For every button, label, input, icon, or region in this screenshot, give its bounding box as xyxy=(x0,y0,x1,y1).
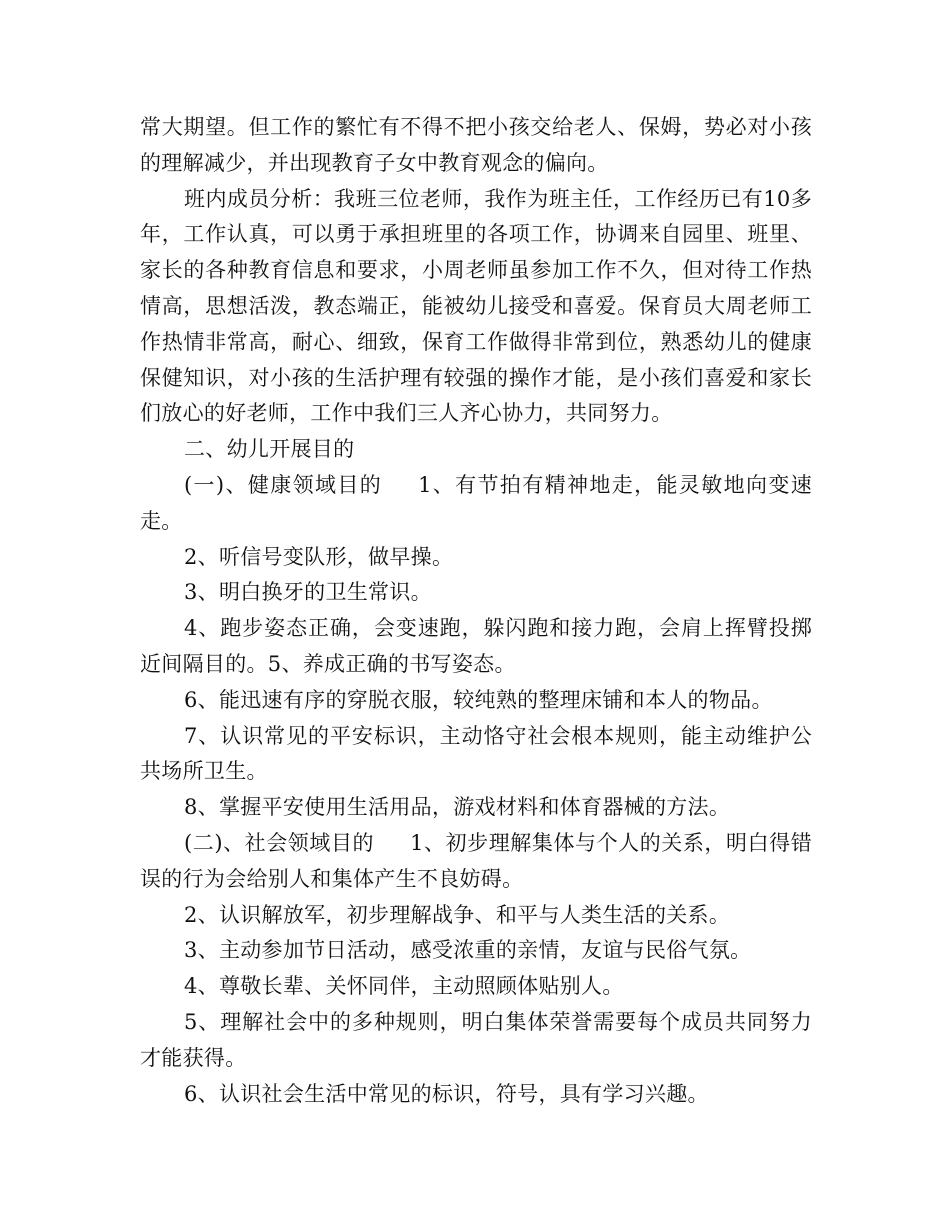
document-body xyxy=(140,110,812,1112)
health-goal-6: 6、能迅速有序的穿脱衣服，较纯熟的整理床铺和本人的物品。 xyxy=(184,687,773,712)
subsection-heading-health: (一)、健康领域目的 xyxy=(184,472,383,497)
health-goal-7: 7、认识常见的平安标识，主动恪守社会根本规则，能主动维护公共场所卫生。 xyxy=(140,723,812,784)
social-goal-1: 1、初步理解集体与个人的关系，明白得错误的行为会给别人和集体产生不良妨碍。 xyxy=(140,830,813,891)
paragraph-social-goals xyxy=(140,826,812,898)
health-goal-4-5: 4、跑步姿态正确，会变速跑，躲闪跑和接力跑，会肩上挥臂投掷近间隔目的。5、养成正确的书写姿态。 xyxy=(140,616,812,676)
health-goal-8: 8、掌握平安使用生活用品，游戏材料和体育器械的方法。 xyxy=(184,795,731,820)
paragraph-health-goals xyxy=(140,468,812,540)
social-goal-3: 3、主动参加节日活动，感受浓重的亲情，友谊与民俗气氛。 xyxy=(184,938,752,963)
health-goal-3: 3、明白换牙的卫生常识。 xyxy=(184,580,432,605)
social-goal-6: 6、认识社会生活中常见的标识，符号，具有学习兴趣。 xyxy=(184,1081,709,1106)
subsection-heading-social: (二)、社会领域目的 xyxy=(184,830,375,855)
social-goal-4: 4、尊敬长辈、关怀同伴，主动照顾体贴别人。 xyxy=(184,974,624,999)
health-goal-2: 2、听信号变队形，做早操。 xyxy=(184,544,454,569)
paragraph-class-members: 班内成员分析：我班三位老师，我作为班主任，工作经历已有10多年，工作认真，可以勇于承担班里的各项工作，协调来自园里、班里、家长的各种教育信息和要求，小周老师虽参加工作不久，但对待工作热情高，思想活泼，教态端正，能被幼儿接受和喜爱。保育员大周老师工作热情非常高，耐心、细致，保育工作做得非常到位，熟悉幼儿的健康保健知识，对小孩的生活护理有较强的操作才能，是小孩们喜爱和家长们放心的好老师，工作中我们三人齐心协力，共同努力。 xyxy=(140,186,812,426)
social-goal-5: 5、理解社会中的多种规则，明白集体荣誉需要每个成员共同努力才能获得。 xyxy=(140,1009,812,1070)
paragraph-continuation: 常大期望。但工作的繁忙有不得不把小孩交给老人、保姆，势必对小孩的理解减少，并出现教育子女中教育观念的偏向。 xyxy=(140,115,812,175)
section-heading-goals: 二、幼儿开展目的 xyxy=(184,437,355,462)
social-goal-2: 2、认识解放军，初步理解战争、和平与人类生活的关系。 xyxy=(184,902,731,927)
health-goal-1: 1、有节拍有精神地走，能灵敏地向变速走。 xyxy=(140,472,812,533)
